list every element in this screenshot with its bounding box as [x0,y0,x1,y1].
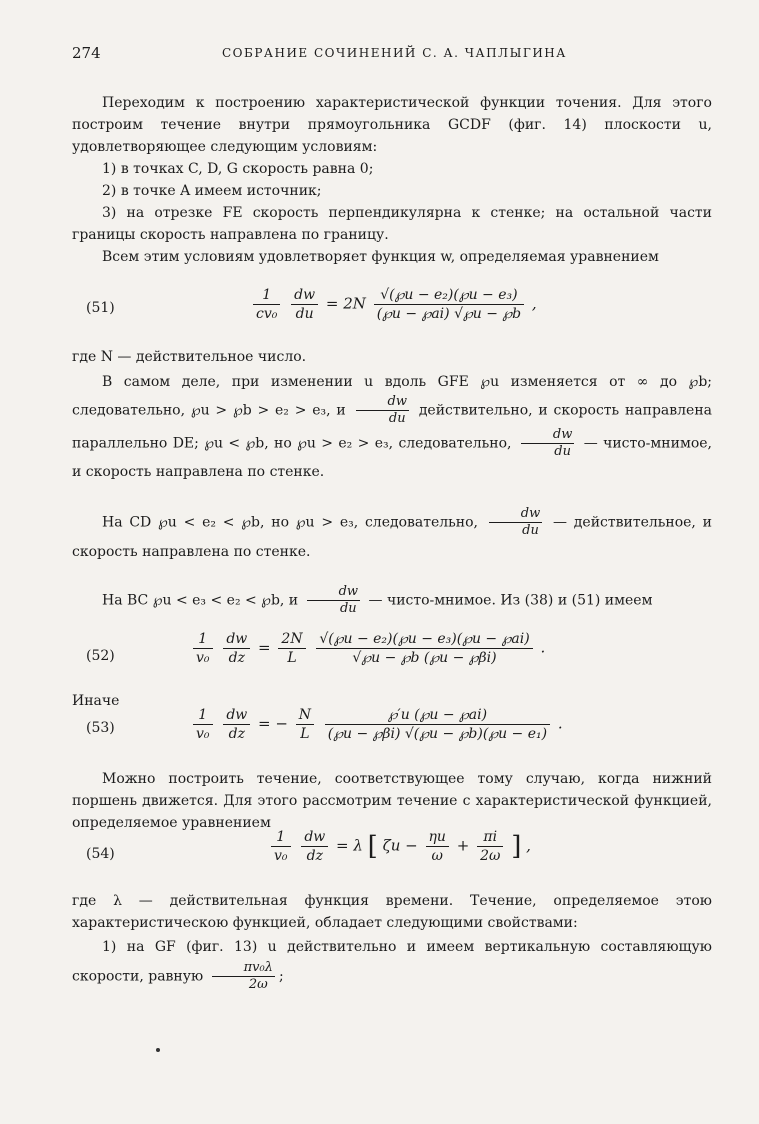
paragraph-lambda: где λ — действительная функция времени. Течение, определяемое этою характеристическою функцией, обладает следующими свойствами: [72,893,712,931]
equation-number: (52) [86,648,115,664]
equation-number: (51) [86,300,115,316]
list-item-2: 2) в точке A имеем источник; [102,183,322,199]
paragraph-proof: В самом деле, при изменении u вдоль GFE ℘u изменяется от ∞ до ℘b; следовательно, ℘u > ℘b > e₂ > e₃, и $\frac{dw}{du}$ действительно, и скорость направлена параллельно DE; ℘u < ℘b, но ℘u > e₂ > e₃, следовательно, $\frac{dw}{du}$ — чисто-мнимое, и скорость направлена по стенке. [72,374,713,480]
paragraph-CD: На CD ℘u < e₂ < ℘b, но ℘u > e₃, следовательно, $\frac{dw}{du}$ — действительное, и скорость направлена по стенке. [72,506,712,560]
fraction: $\frac{dw}{du}$ [307,584,360,617]
equation-body: $\frac{1}{\text{v₀}}$ $\frac{dw}{dz}$ = $\frac{2N}{L}$ $\frac{\text{√(℘u − e₂)(℘u − e₃)(℘u − ℘ai)}}{√℘u - ℘b (℘u - ℘\beta i)}$ . [190,630,545,667]
fraction: $\frac{dw}{du}$ [521,427,574,460]
paragraph-piston: Можно построить течение, соответствующее тому случаю, когда нижний поршень движется. Для этого рассмотрим течение с характеристической функцией, определяемое уравнением [72,771,712,831]
fraction: $\frac{dw}{du}$ [489,506,542,539]
running-title: СОБРАНИЕ СОЧИНЕНИЙ С. А. ЧАПЛЫГИНА [222,46,567,60]
page-number: 274 [72,44,101,62]
paragraph-where-N: где N — действительное число. [72,349,307,365]
fraction: $\frac{dw}{du}$ [291,286,318,323]
paragraph-intro: Переходим к построению характеристической функции точения. Для этого построим течение внутри прямоугольника GCDF (фиг. 14) плоскости u, удовлетворяющее следующим условиям: [72,95,712,155]
fraction: $\frac{1}{\text{cv₀}}$ [253,286,280,323]
paragraph-conditions: Всем этим условиям удовлетворяет функция w, определяемая уравнением [102,249,659,265]
equation-body: $\frac{1}{\text{cv₀}}$ $\frac{dw}{du}$ = 2N $\frac{\text{√(℘u − e₂)(℘u − e₃)}}{(℘u - ℘ai) √℘u - ℘b}$ , [250,286,537,323]
equation-52 [72,630,712,680]
equation-54 [72,828,712,878]
list-item-3: 3) на отрезке FE скорость перпендикулярна к стенке; на остальной части границы скорость направлена по границу. [72,205,712,243]
list-item-1: 1) в точках C, D, G скорость равна 0; [102,161,374,177]
label-inache: Иначе [72,693,120,709]
paragraph-property-1: 1) на GF (фиг. 13) u действительно и имеем вертикальную составляющую скорости, равную $\frac{\text{πv₀λ}}{2\omega}$ ; [72,939,712,992]
equation-body: $\frac{1}{\text{v₀}}$ $\frac{dw}{dz}$ = − $\frac{N}{L}$ $\frac{℘'u (℘u - ℘ai)}{\text{(℘u − ℘βi) √(℘u − ℘b)(℘u − e₁)}}$ . [190,706,563,743]
equation-51 [72,286,712,336]
page-header [72,44,712,68]
equation-number: (54) [86,846,115,862]
fraction: $\frac{\text{πv₀λ}}{2\omega}$ [212,960,275,993]
fraction: $\frac{\text{√(℘u − e₂)(℘u − e₃)}}{(℘u - ℘ai) √℘u - ℘b}$ [374,286,524,323]
equation-number: (53) [86,720,115,736]
paragraph-BC: На BC ℘u < e₃ < e₂ < ℘b, и $\frac{dw}{du}$ — чисто-мнимое. Из (38) и (51) имеем [102,584,653,616]
fraction: $\frac{dw}{du}$ [356,394,409,427]
equation-53 [72,706,712,756]
equation-body: $\frac{1}{\text{v₀}}$ $\frac{dw}{dz}$ = λ [ ζu − $\frac{\eta u}{\omega}$ + $\frac{\pi i}{2\omega}$ ] , [268,828,531,865]
ink-speck [156,1048,160,1052]
